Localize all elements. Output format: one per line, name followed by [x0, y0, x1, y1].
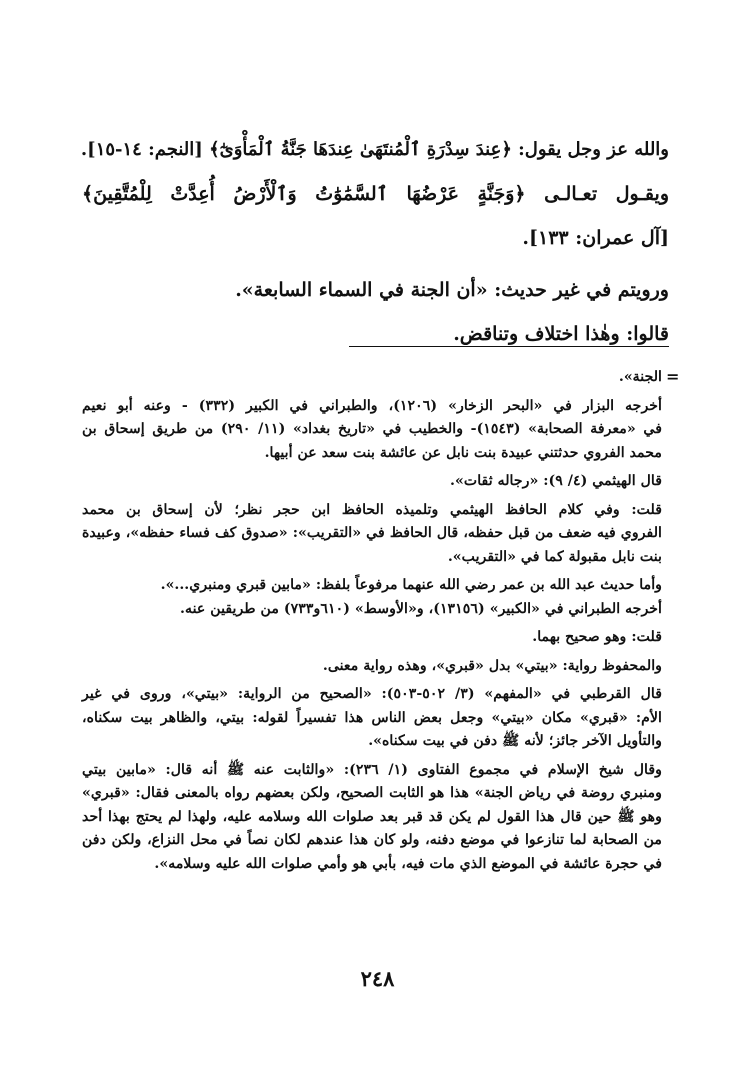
quran-verse-line: والله عز وجل يقول: ﴿عِندَ سِدْرَةِ ٱلْمُنتَهَىٰ عِندَهَا جَنَّةُ ٱلْمَأْوَىٰٓ﴾ [النجم: ١٤-١٥].	[80, 139, 669, 160]
footnote-line: في حجرة عائشة في الموضع الذي مات فيه، بأبي هو وأمي صلوات الله عليه وسلامه».	[154, 855, 662, 872]
footnote-line: من الصحابة لما تنازعوا في موضع دفنه، ولو كان هذا عندهم لكان نصاً في محل النزاع، ولكن دفن	[82, 832, 662, 848]
quran-verse-line: ويقـول تعـالـى ﴿وَجَنَّةٍ عَرْضُهَا ٱلسَّمَٰوَٰتُ وَٱلْأَرْضُ أُعِدَّتْ لِلْمُتَّقِينَ﴾	[82, 183, 669, 205]
footnote-line: قلت: وفي كلام الحافظ الهيثمي وتلميذه الحافظ ابن حجر نظر؛ لأن إسحاق بن محمد	[82, 501, 662, 518]
page-number: ٢٤٨	[360, 966, 395, 991]
objection-statement: قالوا: وهٰذا اختلاف وتناقض.	[453, 323, 669, 345]
footnote-line: والتأويل الآخر جائز؛ لأنه ﷺ دفن في بيت سكناه».	[368, 733, 662, 749]
footnote-line: الأم: «قبري» مكان «بيتي» وجعل بعض الناس هذا تفسيراً لقوله: بيتي، والظاهر بيت سكناه،	[82, 709, 662, 726]
footnote-line: أخرجه الطبراني في «الكبير» (١٣١٥٦)، و«الأوسط» (٦١٠و٧٣٣) من طريقين عنه.	[180, 600, 662, 617]
footnote-line: محمد الفروي حدثتني عبيدة بنت نابل عن عائشة بنت سعد عن أبيها.	[264, 444, 662, 461]
footnote-line: بنت نابل مقبولة كما في «التقريب».	[447, 548, 662, 565]
footnote-line: وأما حديث عبد الله بن عمر رضي الله عنهما مرفوعاً بلفظ: «مابين قبري ومنبري...».	[160, 577, 662, 593]
footnote-line: في «معرفة الصحابة» (١٥٤٣)- والخطيب في «تاريخ بغداد» (١١/ ٢٩٠) من طريق إسحاق بن	[82, 421, 663, 437]
footnote-line: وقال شيخ الإسلام في مجموع الفتاوى (١/ ٢٣٦): «والثابت عنه ﷺ أنه قال: «مابين بيتي	[82, 761, 662, 778]
footnote-line: الجنة».	[618, 369, 662, 385]
footnotes	[82, 366, 662, 876]
footnote-line: ومنبري روضة في رياض الجنة» هذا هو الثابت الصحيح، ولكن بعضهم رواه بالمعنى فقال: «قبري»	[82, 785, 662, 801]
footnote-separator	[349, 346, 669, 347]
hadith-statement: ورويتم في غير حديث: «أن الجنة في السماء السابعة».	[235, 279, 669, 301]
footnote-continuation-marker: =	[666, 367, 680, 386]
footnote-line: قلت: وهو صحيح بهما.	[532, 629, 662, 645]
footnote-line: أخرجه البزار في «البحر الزخار» (١٢٠٦)، والطبراني في الكبير (٣٣٢) - وعنه أبو نعيم	[82, 397, 662, 414]
footnote-line: الفروي فيه ضعف من قبل حفظه، قال الحافظ في «التقريب»: «صدوق كف فساء حفظه»، وعبيدة	[82, 525, 662, 541]
footnote-line: قال الهيثمي (٤/ ٩): «رجاله ثقات».	[450, 473, 662, 489]
footnote-line: والمحفوظ رواية: «بيتي» بدل «قبري»، وهذه رواية معنى.	[322, 657, 662, 674]
verse-reference: [آل عمران: ١٣٣].	[522, 227, 669, 249]
footnote-line: وهو ﷺ حين قال هذا القول لم يكن قد قبر بعد صلوات الله وسلامه عليه، ولهذا لم يحتج بهذا أحد	[82, 808, 662, 825]
main-text	[82, 128, 669, 356]
footnote-line: قال القرطبي في «المفهم» (٣/ ٥٠٢-٥٠٣): «الصحيح من الرواية: «بيتي»، وروى في غير	[82, 686, 662, 702]
